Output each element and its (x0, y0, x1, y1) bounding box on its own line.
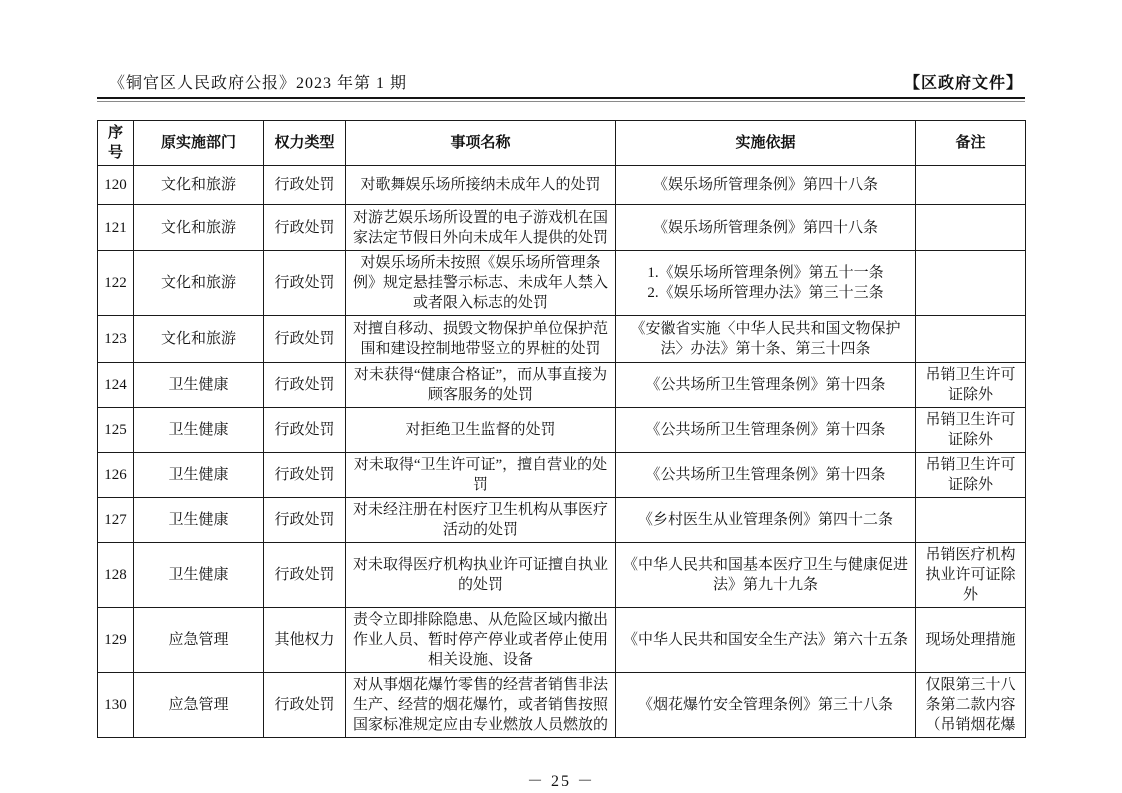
page-header (97, 70, 1025, 97)
row-remark (916, 316, 1026, 363)
row-remark (916, 251, 1026, 316)
row-item-name: 对拒绝卫生监督的处罚 (346, 408, 616, 453)
row-number: 129 (98, 608, 134, 673)
row-remark: 吊销医疗机构执业许可证除外 (916, 543, 1026, 608)
page-footer (97, 768, 1025, 791)
row-item-name: 对娱乐场所未按照《娱乐场所管理条例》规定悬挂警示标志、未成年人禁入或者限入标志的处罚 (346, 251, 616, 316)
basis-line: 《公共场所卫生管理条例》第十四条 (645, 377, 886, 393)
row-remark: 吊销卫生许可证除外 (916, 453, 1026, 498)
row-remark (916, 166, 1026, 205)
col-header-type: 权力类型 (264, 121, 346, 166)
row-number: 124 (98, 363, 134, 408)
row-implementation-basis (616, 205, 916, 251)
row-number: 127 (98, 498, 134, 543)
basis-line: 《公共场所卫生管理条例》第十四条 (645, 467, 886, 483)
col-header-basis: 实施依据 (616, 121, 916, 166)
row-item-name: 对未取得医疗机构执业许可证擅自执业的处罚 (346, 543, 616, 608)
row-department: 卫生健康 (134, 363, 264, 408)
page-number: － 25 － (526, 773, 595, 790)
row-implementation-basis (616, 453, 916, 498)
basis-line: 《乡村医生从业管理条例》第四十二条 (637, 512, 893, 528)
table-row (98, 251, 1026, 316)
col-header-dept: 原实施部门 (134, 121, 264, 166)
basis-line: 《娱乐场所管理条例》第四十八条 (652, 219, 878, 236)
row-department: 文化和旅游 (134, 166, 264, 205)
row-remark (916, 205, 1026, 251)
row-department: 应急管理 (134, 673, 264, 738)
row-department: 文化和旅游 (134, 316, 264, 363)
row-power-type: 行政处罚 (264, 498, 346, 543)
row-item-name: 对未取得“卫生许可证”，擅自营业的处罚 (346, 453, 616, 498)
basis-line: 《烟花爆竹安全管理条例》第三十八条 (637, 697, 893, 713)
table-row (98, 673, 1026, 738)
basis-line: 2.《娱乐场所管理办法》第三十三条 (647, 285, 884, 301)
row-number: 125 (98, 408, 134, 453)
row-implementation-basis (616, 316, 916, 363)
row-power-type: 行政处罚 (264, 673, 346, 738)
row-implementation-basis (616, 363, 916, 408)
row-implementation-basis (616, 166, 916, 205)
table-body (98, 166, 1026, 738)
table-header-row (98, 121, 1026, 166)
row-implementation-basis (616, 408, 916, 453)
row-power-type: 行政处罚 (264, 251, 346, 316)
row-remark: 仅限第三十八条第二款内容（吊销烟花爆 (916, 673, 1026, 738)
table-row (98, 205, 1026, 251)
gazette-title: 《铜官区人民政府公报》2023 年第 1 期 (109, 75, 408, 92)
row-item-name: 对歌舞娱乐场所接纳未成年人的处罚 (346, 166, 616, 205)
row-implementation-basis (616, 498, 916, 543)
table-row (98, 363, 1026, 408)
row-number: 130 (98, 673, 134, 738)
basis-line: 《中华人民共和国安全生产法》第六十五条 (622, 632, 908, 648)
row-item-name: 对从事烟花爆竹零售的经营者销售非法生产、经营的烟花爆竹，或者销售按照国家标准规定应由专业燃放人员燃放的 (346, 673, 616, 738)
basis-line: 《娱乐场所管理条例》第四十八条 (652, 177, 878, 193)
row-department: 卫生健康 (134, 498, 264, 543)
basis-line: 《安徽省实施〈中华人民共和国文物保护法〉办法》第十条、第三十四条 (630, 321, 901, 357)
authority-items-table (97, 120, 1026, 738)
basis-line: 1.《娱乐场所管理条例》第五十一条 (647, 265, 884, 281)
table-row (98, 498, 1026, 543)
basis-line: 《中华人民共和国基本医疗卫生与健康促进法》第九十九条 (622, 557, 908, 593)
basis-line: 《公共场所卫生管理条例》第十四条 (645, 422, 886, 438)
table-row (98, 543, 1026, 608)
row-power-type: 行政处罚 (264, 408, 346, 453)
row-number: 123 (98, 316, 134, 363)
row-power-type: 行政处罚 (264, 166, 346, 205)
row-remark: 吊销卫生许可证除外 (916, 408, 1026, 453)
row-power-type: 其他权力 (264, 608, 346, 673)
row-remark: 吊销卫生许可证除外 (916, 363, 1026, 408)
row-item-name: 对未经注册在村医疗卫生机构从事医疗活动的处罚 (346, 498, 616, 543)
row-number: 122 (98, 251, 134, 316)
row-number: 126 (98, 453, 134, 498)
row-power-type: 行政处罚 (264, 453, 346, 498)
row-number: 121 (98, 205, 134, 251)
table-row (98, 453, 1026, 498)
row-department: 文化和旅游 (134, 251, 264, 316)
row-implementation-basis (616, 251, 916, 316)
row-item-name: 对未获得“健康合格证”，而从事直接为顾客服务的处罚 (346, 363, 616, 408)
table-row (98, 166, 1026, 205)
row-implementation-basis (616, 673, 916, 738)
row-department: 文化和旅游 (134, 205, 264, 251)
row-item-name: 对擅自移动、损毁文物保护单位保护范围和建设控制地带竖立的界桩的处罚 (346, 316, 616, 363)
section-label: 【区政府文件】 (903, 75, 1023, 92)
row-number: 128 (98, 543, 134, 608)
row-remark (916, 498, 1026, 543)
row-power-type: 行政处罚 (264, 363, 346, 408)
row-remark: 现场处理措施 (916, 608, 1026, 673)
row-implementation-basis (616, 608, 916, 673)
row-department: 卫生健康 (134, 408, 264, 453)
col-header-item: 事项名称 (346, 121, 616, 166)
col-header-no: 序号 (98, 121, 134, 166)
row-power-type: 行政处罚 (264, 543, 346, 608)
row-item-name: 对游艺娱乐场所设置的电子游戏机在国家法定节假日外向未成年人提供的处罚 (346, 205, 616, 251)
row-item-name: 责令立即排除隐患、从危险区域内撤出作业人员、暂时停产停业或者停止使用相关设施、设备 (346, 608, 616, 673)
row-department: 卫生健康 (134, 543, 264, 608)
row-power-type: 行政处罚 (264, 205, 346, 251)
table-row (98, 408, 1026, 453)
row-power-type: 行政处罚 (264, 316, 346, 363)
header-rule (97, 97, 1025, 102)
content-area (97, 0, 1025, 791)
row-department: 卫生健康 (134, 453, 264, 498)
table-row (98, 316, 1026, 363)
row-department: 应急管理 (134, 608, 264, 673)
col-header-remark: 备注 (916, 121, 1026, 166)
row-number: 120 (98, 166, 134, 205)
row-implementation-basis (616, 543, 916, 608)
table-row (98, 608, 1026, 673)
